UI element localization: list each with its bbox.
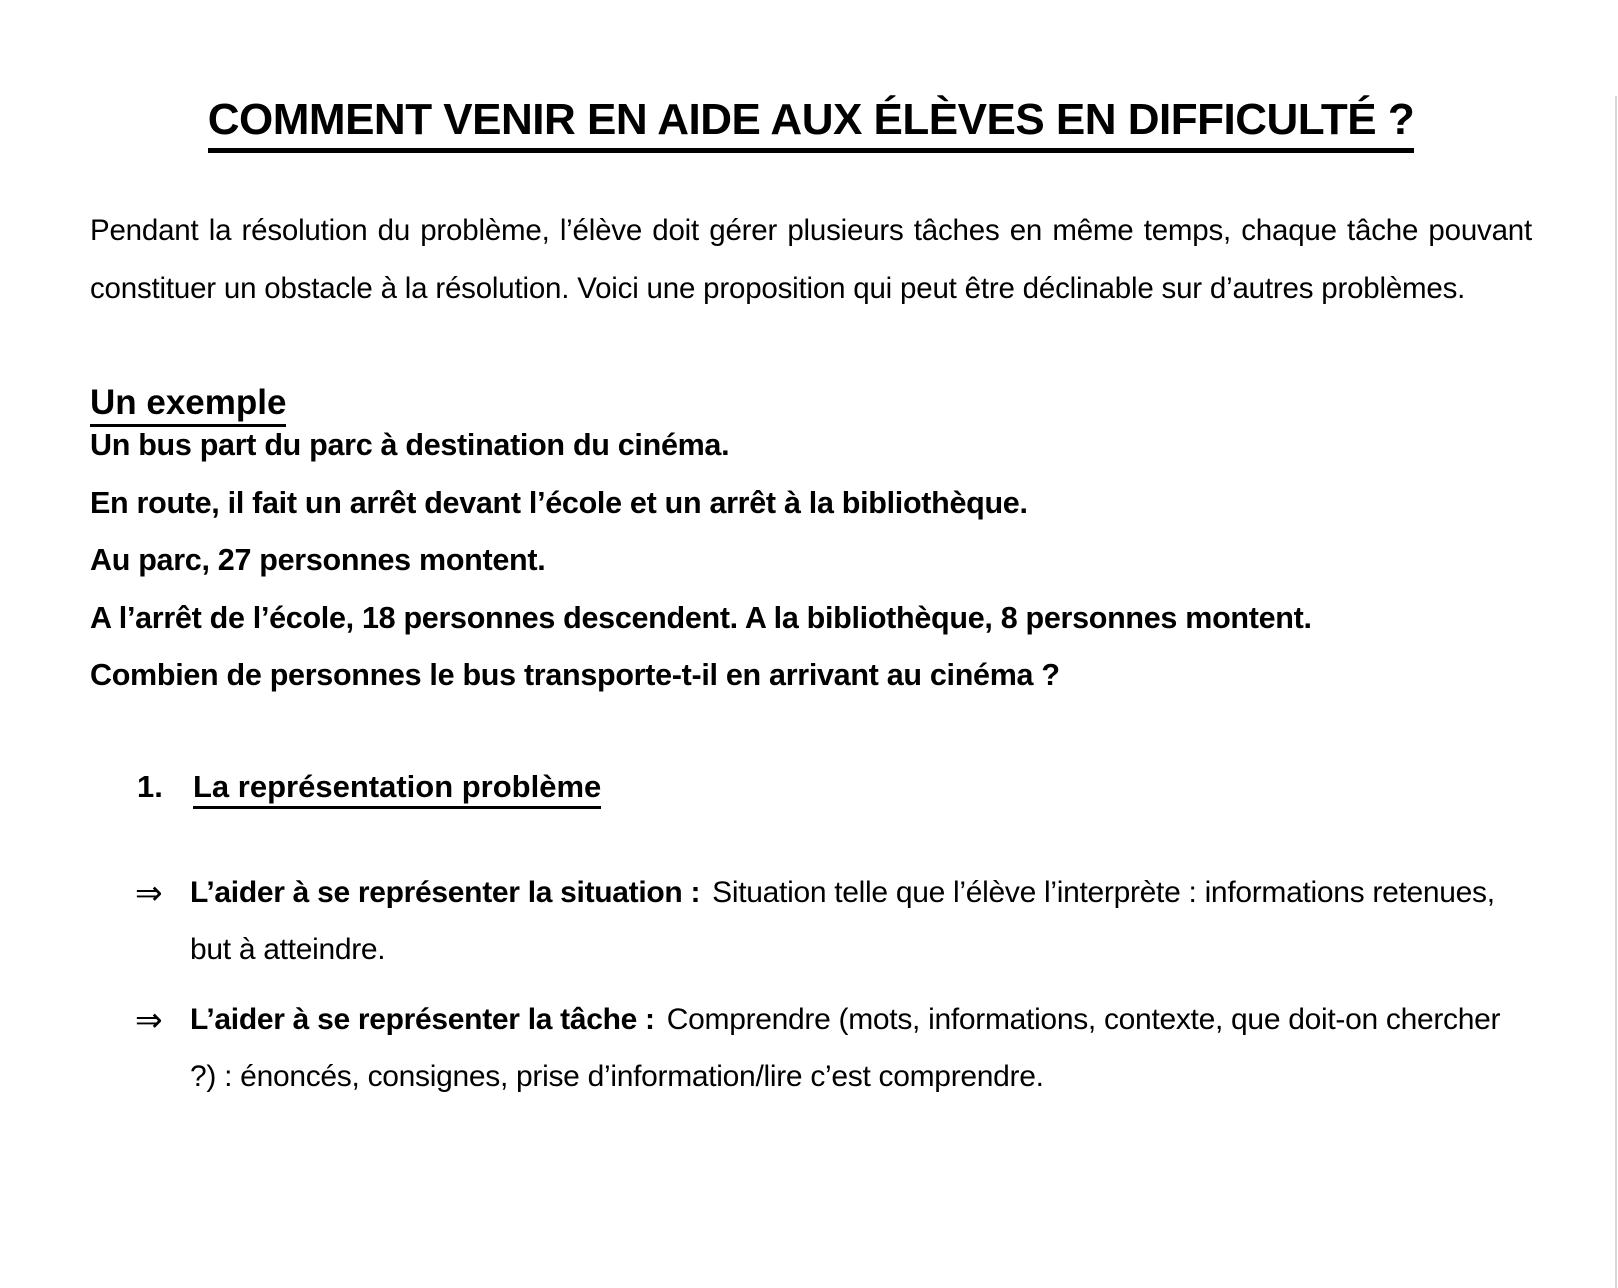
- bullet-item-tache: [135, 991, 1532, 1106]
- bullet-body: Comprendre (mots, informations, contexte, que doit-on chercher ?) : énoncés, consignes, prise d’information/lire c’est comprendre.: [190, 1002, 1501, 1093]
- section-1-heading-text: La représentation problème: [193, 769, 601, 809]
- section-1-heading: [137, 767, 1532, 807]
- problem-line-2: En route, il fait un arrêt devant l’école et un arrêt à la bibliothèque.: [90, 485, 1028, 520]
- intro-paragraph: Pendant la résolution du problème, l’élève doit gérer plusieurs tâches en même temps, chaque tâche pouvant constituer un obstacle à la résolution. Voici une proposition qui peut être déclinable sur d’autres problèmes.: [90, 214, 1532, 305]
- example-heading-text: Un exemple: [90, 383, 286, 427]
- bullet-text: [190, 991, 1532, 1106]
- problem-statement: [90, 417, 1532, 705]
- bullet-lead: L’aider à se représenter la situation :: [190, 875, 701, 909]
- page-title: [90, 96, 1532, 144]
- bullet-body: Situation telle que l’élève l’interprète : informations retenues, but à atteindre.: [190, 875, 1495, 966]
- bullet-lead: L’aider à se représenter la tâche :: [190, 1002, 655, 1036]
- section-1-number: 1.: [137, 768, 163, 804]
- problem-line-4: A l’arrêt de l’école, 18 personnes descendent. A la bibliothèque, 8 personnes montent.: [90, 600, 1312, 635]
- example-heading: [90, 385, 1532, 421]
- bullet-text: [190, 864, 1532, 979]
- document-page: [0, 96, 1618, 1288]
- page-edge-line: [1615, 96, 1617, 1288]
- bullet-item-situation: [135, 864, 1532, 979]
- double-arrow-icon: ⇒: [135, 999, 163, 1039]
- problem-line-1: Un bus part du parc à destination du cinéma.: [90, 428, 730, 462]
- problem-line-3: Au parc, 27 personnes montent.: [90, 543, 546, 577]
- page-title-text: COMMENT VENIR EN AIDE AUX ÉLÈVES EN DIFFICULTÉ ?: [208, 95, 1414, 153]
- double-arrow-icon: ⇒: [135, 872, 163, 912]
- problem-line-5: Combien de personnes le bus transporte-t-il en arrivant au cinéma ?: [90, 658, 1060, 692]
